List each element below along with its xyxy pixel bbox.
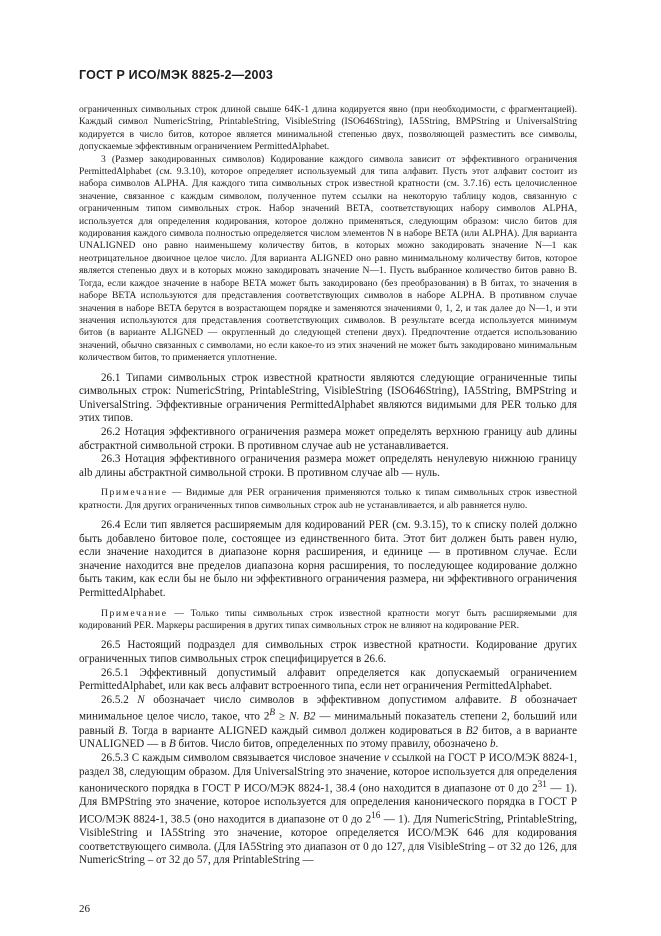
superscript-16: 16 [371,810,381,821]
symbol-n: N [289,711,297,724]
text-run: . [495,738,499,751]
text-run: 26.5.3 С каждым символом связывается числовое значение [101,751,384,764]
symbol-b: B [509,693,517,706]
symbol-n: N [137,693,145,706]
symbol-b: B [168,738,176,751]
clause-26-5: 26.5 Настоящий подраздел для символьных строк известной кратности. Кодирование других ограниченных типов символьных строк специфицируется в 26.6. [79,639,577,666]
note-2-text: — Только типы символьных строк известной кратности могут быть расширяемыми для кодирований PER. Маркеры расширения в других типах символьных строк не влияют на кодирование PER. [79,607,577,632]
symbol-b-lower: b [489,738,496,751]
clause-26-3: 26.3 Нотация эффективного ограничения размера может определять ненулевую нижнюю границу alb длины абстрактной символьной строки. В противном случае alb — нуль. [79,453,577,479]
clause-26-4: 26.4 Если тип является расширяемым для кодирований PER (см. 9.3.15), то к списку полей должно быть добавлено битовое поле, состоящее из единственного бита. Этот бит должен быть равен нулю, если значение находится в диапазоне корня расширения, и единице — в противном случае. Если значение находится вне пределов диапазона корня расширения, то последующее кодирование должно быть таким, как если бы не было ни эффективного ограничения размера, ни эффективного ограничения PermittedAlphabet. [79,519,577,600]
symbol-b: B [118,724,126,737]
paragraph-continuation: ограниченных символьных строк длиной свыше 64K-1 длина кодируется явно (при необходимости, с фрагментацией). Каждый символ NumericString, PrintableString, VisibleString (ISO646String), IA5String, BMPString и UniversalString кодируется в число битов, которое является минимальной степенью двух, позволяющей разместить все символы, допускаемые эффективным ограничением PermittedAlphabet. [79,104,577,153]
symbol-b2: B2 [465,724,479,737]
superscript-31: 31 [537,780,547,791]
text-run: — 1). Для NumericString, PrintableString, VisibleString и IA5String это значение, которое определяется ИСО/МЭК 646 для кодирования соответствующего символа. (Для IA5String это диапазон от 0 до 127, для VisibleString – от 32 до 126, для NumericString – от 32 до 57, для PrintableString — [79,813,577,867]
text-run: битов, а в варианте UNALIGNED — в [79,724,577,751]
symbol-b2: B2 [303,711,316,724]
note-1-label: Примечание [101,487,168,499]
paragraph-note-3: 3 (Размер закодированных символов) Кодирование каждого символа зависит от эффективного ограничения PermittedAlphabet (см. 9.3.10), которое определяет используемый для типа алфавит. Пусть этот алфавит состоит из набора символов ALPHA. Для каждого типа символьных строк известной кратности (см. 3.7.16) есть целочисленное значение, связанное с каждым символом, полученное путем ссылки на некоторую таблицу кодов, связанную с ограниченным типом символьных строк. Набор значений BETA, соответствующих набору символов ALPHA, используется для определения кодирования, которое должно применяться, следующим образом: число битов для кодирования каждого символа полностью определяется числом элементов N в наборе BETA (или ALPHA). Для варианта UNALIGNED оно равно наименьшему количеству битов, в которых можно закодировать значение N—1 как неотрицательное двоичное целое число. Для варианта ALIGNED оно равно минимальному количеству битов, которое является степенью двух и в которых можно закодировать значение N—1. Пусть выбранное количество битов равно B. Тогда, если каждое значение в наборе BETA может быть закодировано (без преобразования) в B битах, то значения в наборе BETA используются для представления соответствующих символов в наборе ALPHA. В противном случае значения в наборе BETA берутся в возрастающем порядке и заменяются значениями 0, 1, 2, и так далее до N—1, и эти значения используются для представления соответствующих символов. В результате всегда используется минимум битов (в варианте ALIGNED — округленный до следующей степени двух). Предпочтение отдается использованию значений, обычно связанных с символами, но если какое-то из этих значений не может быть закодировано минимальным количеством битов, то применяется уплотнение. [79,153,577,364]
text-run: обозначает число символов в эффективном допустимом алфавите. [144,693,510,706]
text-run: . [296,711,304,724]
note-2 [79,608,577,633]
note-1-text: — Видимые для PER ограничения применяются только к типам символьных строк известной кратности. Для других ограниченных типов символьных строк aub не устанавливается, и alb равняется нулю. [79,487,577,511]
clause-26-5-2 [79,694,577,752]
text-run: — 1). Для BMPString это значение, которое используется для определения канонического порядка в ГОСТ Р ИСО/МЭК 8824-1, 38.5 (оно находится в диапазоне от 0 до 2 [79,782,577,826]
text-run: ≥ [275,711,289,724]
symbol-v: v [383,751,389,764]
clause-26-5-3 [79,752,577,868]
text-run: ссылкой на ГОСТ Р ИСО/МЭК 8824-1, раздел 38, следующим образом. Для UniversalString это значение, которое используется для определения канонического порядка в ГОСТ Р ИСО/МЭК 8824-1, 38.4 (оно находится в диапазоне от 0 до 2 [79,751,578,795]
text-run: . Тогда в варианте ALIGNED каждый символ должен кодироваться в [125,724,466,737]
page-number: 26 [79,903,90,915]
note-1 [79,487,577,512]
clause-26-1: 26.1 Типами символьных строк известной кратности являются следующие ограниченные типы символьных строк: NumericString, PrintableString, VisibleString (ISO646String), IA5String, BMPString и UniversalString. Эффективные ограничения PermittedAlphabet являются видимыми для PER только для этих типов. [79,371,577,425]
clause-26-5-1: 26.5.1 Эффективный допустимый алфавит определяется как допускаемый ограничением PermittedAlphabet, или как весь алфавит встроенного типа, если нет ограничения PermittedAlphabet. [79,666,577,693]
clause-26-2: 26.2 Нотация эффективного ограничения размера может определять верхнюю границу aub длины абстрактной символьной строки. В противном случае aub не устанавливается. [79,425,577,452]
text-run: обозначает минимальное целое число, такое, что 2 [79,693,577,724]
text-run: битов. Число битов, определенных по этому правилу, обозначено [175,738,490,751]
superscript-b: B [269,708,276,719]
text-run: — минимальный показатель степени 2, больший или равный [79,711,578,737]
page-header: ГОСТ Р ИСО/МЭК 8825-2—2003 [79,68,274,82]
text-run: 26.5.2 [101,693,138,706]
note-2-label: Примечание [101,607,168,619]
